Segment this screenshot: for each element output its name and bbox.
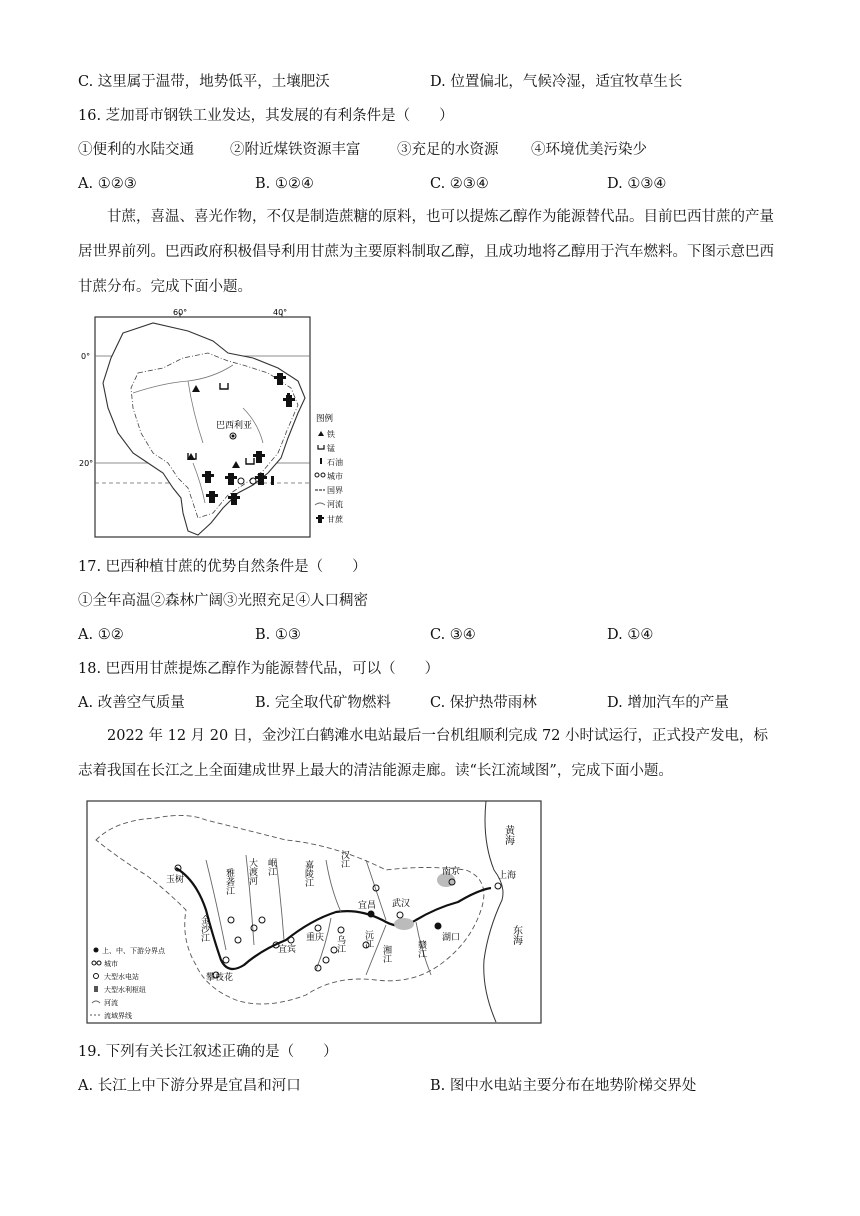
legend-city: 城市 bbox=[327, 472, 343, 481]
label-wu: 乌江 bbox=[335, 935, 345, 953]
label-yibin: 宜宾 bbox=[278, 945, 297, 955]
q15-option-c: C. 这里属于温带，地势低平，土壤肥沃 bbox=[78, 74, 330, 90]
label-yuan: 沅江 bbox=[363, 930, 373, 948]
passage-sugarcane: 甘蔗，喜温、喜光作物，不仅是制造蔗糖的原料，也可以提炼乙醇作为能源替代品。目前巴西甘蔗的产量居世界前列。巴西政府积极倡导利用甘蔗为主要原料制取乙醇，且成功地将乙醇用于汽车燃料。下图示意巴西甘蔗分布。完成下面小题。 bbox=[78, 209, 774, 295]
label-gan: 赣江 bbox=[416, 940, 426, 958]
svg-text:城市: 城市 bbox=[104, 960, 118, 968]
legend-iron: 铁 bbox=[327, 430, 335, 439]
label-wuhan: 武汉 bbox=[392, 899, 411, 909]
capital-label: 巴西利亚 bbox=[216, 421, 253, 431]
label-yushu: 玉树 bbox=[166, 875, 185, 885]
q19-option-b: B. 图中水电站主要分布在地势阶梯交界处 bbox=[430, 1078, 697, 1094]
label-shanghai: 上海 bbox=[498, 871, 517, 881]
q16-item-1: ①便利的水陆交通 bbox=[78, 142, 194, 158]
q16-option-d: D. ①③④ bbox=[607, 176, 667, 192]
hukou-divider-icon bbox=[435, 923, 442, 930]
svg-text:河流: 河流 bbox=[104, 999, 118, 1007]
legend-oil: 石油 bbox=[327, 458, 343, 467]
q19-option-a: A. 长江上中下游分界是宜昌和河口 bbox=[78, 1078, 301, 1094]
q17-items: ①全年高温②森林广阔③光照充足④人口稠密 bbox=[78, 593, 368, 609]
label-yellow-sea: 黄海 bbox=[502, 825, 514, 845]
label-yalong: 雅砻江 bbox=[224, 868, 234, 895]
svg-text:大型水电站: 大型水电站 bbox=[104, 973, 139, 981]
q18-stem: 18. 巴西用甘蔗提炼乙醇作为能源替代品，可以（ ） bbox=[78, 661, 440, 677]
svg-text:上、中、下游分界点: 上、中、下游分界点 bbox=[102, 947, 165, 955]
legend-title: 图例 bbox=[316, 414, 334, 424]
q16-item-2: ②附近煤铁资源丰富 bbox=[230, 142, 361, 158]
q17-option-d: D. ①④ bbox=[607, 627, 654, 643]
label-jialing: 嘉陵江 bbox=[303, 860, 313, 887]
q18-option-c: C. 保护热带雨林 bbox=[430, 695, 537, 711]
q16-option-a: A. ①②③ bbox=[78, 176, 137, 192]
q16-item-3: ③充足的水资源 bbox=[397, 142, 499, 158]
label-xiang: 湘江 bbox=[381, 945, 391, 963]
passage-yangtze: 2022 年 12 月 20 日，金沙江白鹤滩水电站最后一台机组顺利完成 72 小时试运行，正式投产发电，标志着我国在长江之上全面建成世界上最大的清洁能源走廊。读“长江流域图”，完成下面小题。 bbox=[78, 728, 769, 779]
lat-20-label: 20° bbox=[79, 459, 94, 468]
label-han: 汉江 bbox=[339, 850, 349, 868]
yichang-divider-icon bbox=[368, 911, 375, 918]
q18-option-b: B. 完全取代矿物燃料 bbox=[255, 695, 391, 711]
legend-manganese: 锰 bbox=[327, 444, 335, 453]
legend-border: 国界 bbox=[327, 486, 343, 495]
q18-option-d: D. 增加汽车的产量 bbox=[607, 695, 729, 711]
q17-option-b: B. ①③ bbox=[255, 627, 301, 643]
q16-option-b: B. ①②④ bbox=[255, 176, 314, 192]
q18-option-a: A. 改善空气质量 bbox=[78, 695, 185, 711]
label-east-sea: 东海 bbox=[510, 925, 522, 945]
brazil-sugarcane-map bbox=[79, 308, 343, 541]
legend-sugarcane: 甘蔗 bbox=[327, 515, 343, 524]
label-jinsha: 金沙江 bbox=[199, 915, 209, 942]
q19-stem: 19. 下列有关长江叙述正确的是（ ） bbox=[78, 1044, 338, 1060]
svg-text:大型水利枢纽: 大型水利枢纽 bbox=[104, 986, 146, 994]
q15-option-d: D. 位置偏北，气候冷湿，适宜牧草生长 bbox=[430, 74, 683, 90]
lon-40-label: 40° bbox=[273, 308, 288, 317]
q16-item-4: ④环境优美污染少 bbox=[531, 142, 647, 158]
q17-option-a: A. ①② bbox=[78, 627, 124, 643]
q16-stem: 16. 芝加哥市钢铁工业发达，其发展的有利条件是（ ） bbox=[78, 108, 454, 124]
label-dadu: 大渡河 bbox=[247, 858, 257, 885]
legend-river: 河流 bbox=[327, 500, 343, 509]
label-nanjing: 南京 bbox=[442, 867, 461, 877]
label-yichang: 宜昌 bbox=[358, 901, 377, 911]
label-min: 岷江 bbox=[266, 858, 276, 876]
q17-option-c: C. ③④ bbox=[430, 627, 476, 643]
q17-stem: 17. 巴西种植甘蔗的优势自然条件是（ ） bbox=[78, 559, 367, 575]
label-hukou: 湖口 bbox=[442, 933, 461, 943]
label-panzhihua: 攀枝花 bbox=[206, 973, 234, 983]
lon-60-label: 60° bbox=[173, 308, 188, 317]
svg-text:流域界线: 流域界线 bbox=[104, 1012, 132, 1020]
label-chongqing: 重庆 bbox=[306, 933, 325, 943]
q16-option-c: C. ②③④ bbox=[430, 176, 489, 192]
yangtze-basin-map bbox=[86, 800, 542, 1024]
lat-0-label: 0° bbox=[81, 352, 91, 361]
